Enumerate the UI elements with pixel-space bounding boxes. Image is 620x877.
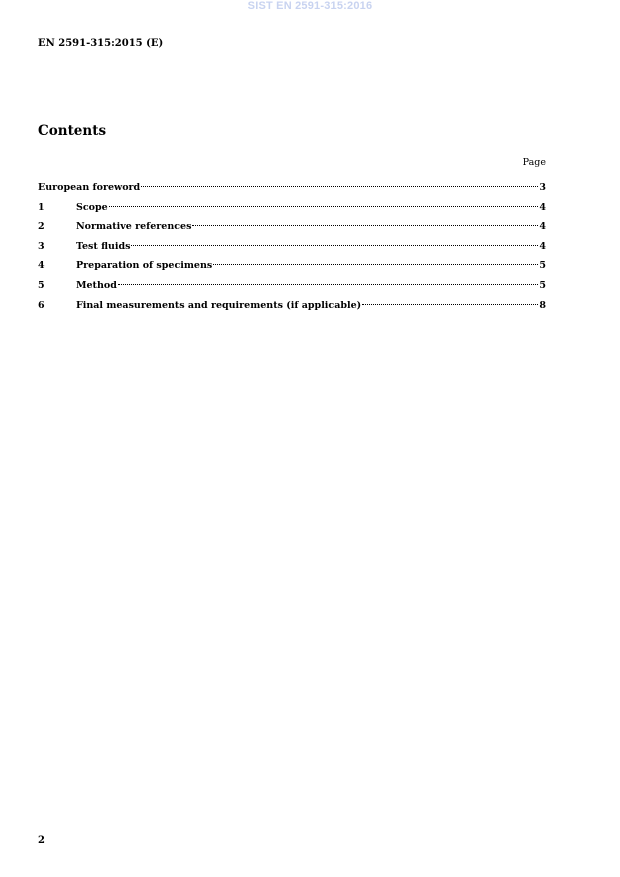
- toc-entry-title: European foreword: [38, 182, 141, 193]
- toc-entry-final-measurements[interactable]: [38, 300, 546, 320]
- toc-entry-title: Method: [76, 279, 117, 291]
- toc-entry-number: 2: [38, 221, 45, 233]
- document-id-header: EN 2591-315:2015 (E): [38, 38, 164, 49]
- toc-entry-page: 8: [539, 299, 546, 311]
- toc-entry-title: Scope: [76, 201, 108, 213]
- toc-entry-number: 3: [38, 240, 45, 252]
- toc-leader-dots: [118, 284, 539, 285]
- toc-entry-page: 4: [539, 201, 546, 213]
- page-column-label: Page: [522, 157, 546, 168]
- toc-leader-dots: [131, 245, 538, 246]
- toc-entry-number: 6: [38, 299, 45, 311]
- toc-entry-number: 4: [38, 260, 45, 272]
- toc-entry-test-fluids[interactable]: [38, 241, 546, 261]
- toc-entry-page: 4: [539, 240, 546, 252]
- toc-leader-dots: [362, 304, 538, 305]
- page-number: 2: [38, 835, 45, 846]
- toc-entry-scope[interactable]: [38, 202, 546, 222]
- toc-entry-title: Normative references: [76, 221, 192, 233]
- toc-entry-preparation-of-specimens[interactable]: [38, 260, 546, 280]
- watermark: SIST EN 2591-315:2016: [247, 0, 373, 12]
- toc-entry-page: 5: [539, 260, 546, 272]
- toc-entry-number: 1: [38, 201, 45, 213]
- toc-entry-page: 3: [539, 182, 546, 193]
- toc-entry-page: 4: [539, 221, 546, 233]
- toc-leader-dots: [109, 206, 539, 207]
- toc-entry-page: 5: [539, 279, 546, 291]
- toc-leader-dots: [213, 264, 538, 265]
- toc-entry-method[interactable]: [38, 280, 546, 300]
- toc-entry-foreword[interactable]: [38, 182, 546, 202]
- toc-entry-title: Preparation of specimens: [76, 260, 213, 272]
- toc-leader-dots: [141, 186, 538, 187]
- table-of-contents: [38, 182, 546, 319]
- toc-entry-title: Test fluids: [76, 240, 131, 252]
- toc-entry-normative-references[interactable]: [38, 221, 546, 241]
- toc-entry-number: 5: [38, 279, 45, 291]
- toc-leader-dots: [192, 225, 538, 226]
- toc-entry-title: Final measurements and requirements (if applicable): [76, 299, 362, 311]
- contents-heading: Contents: [38, 123, 107, 139]
